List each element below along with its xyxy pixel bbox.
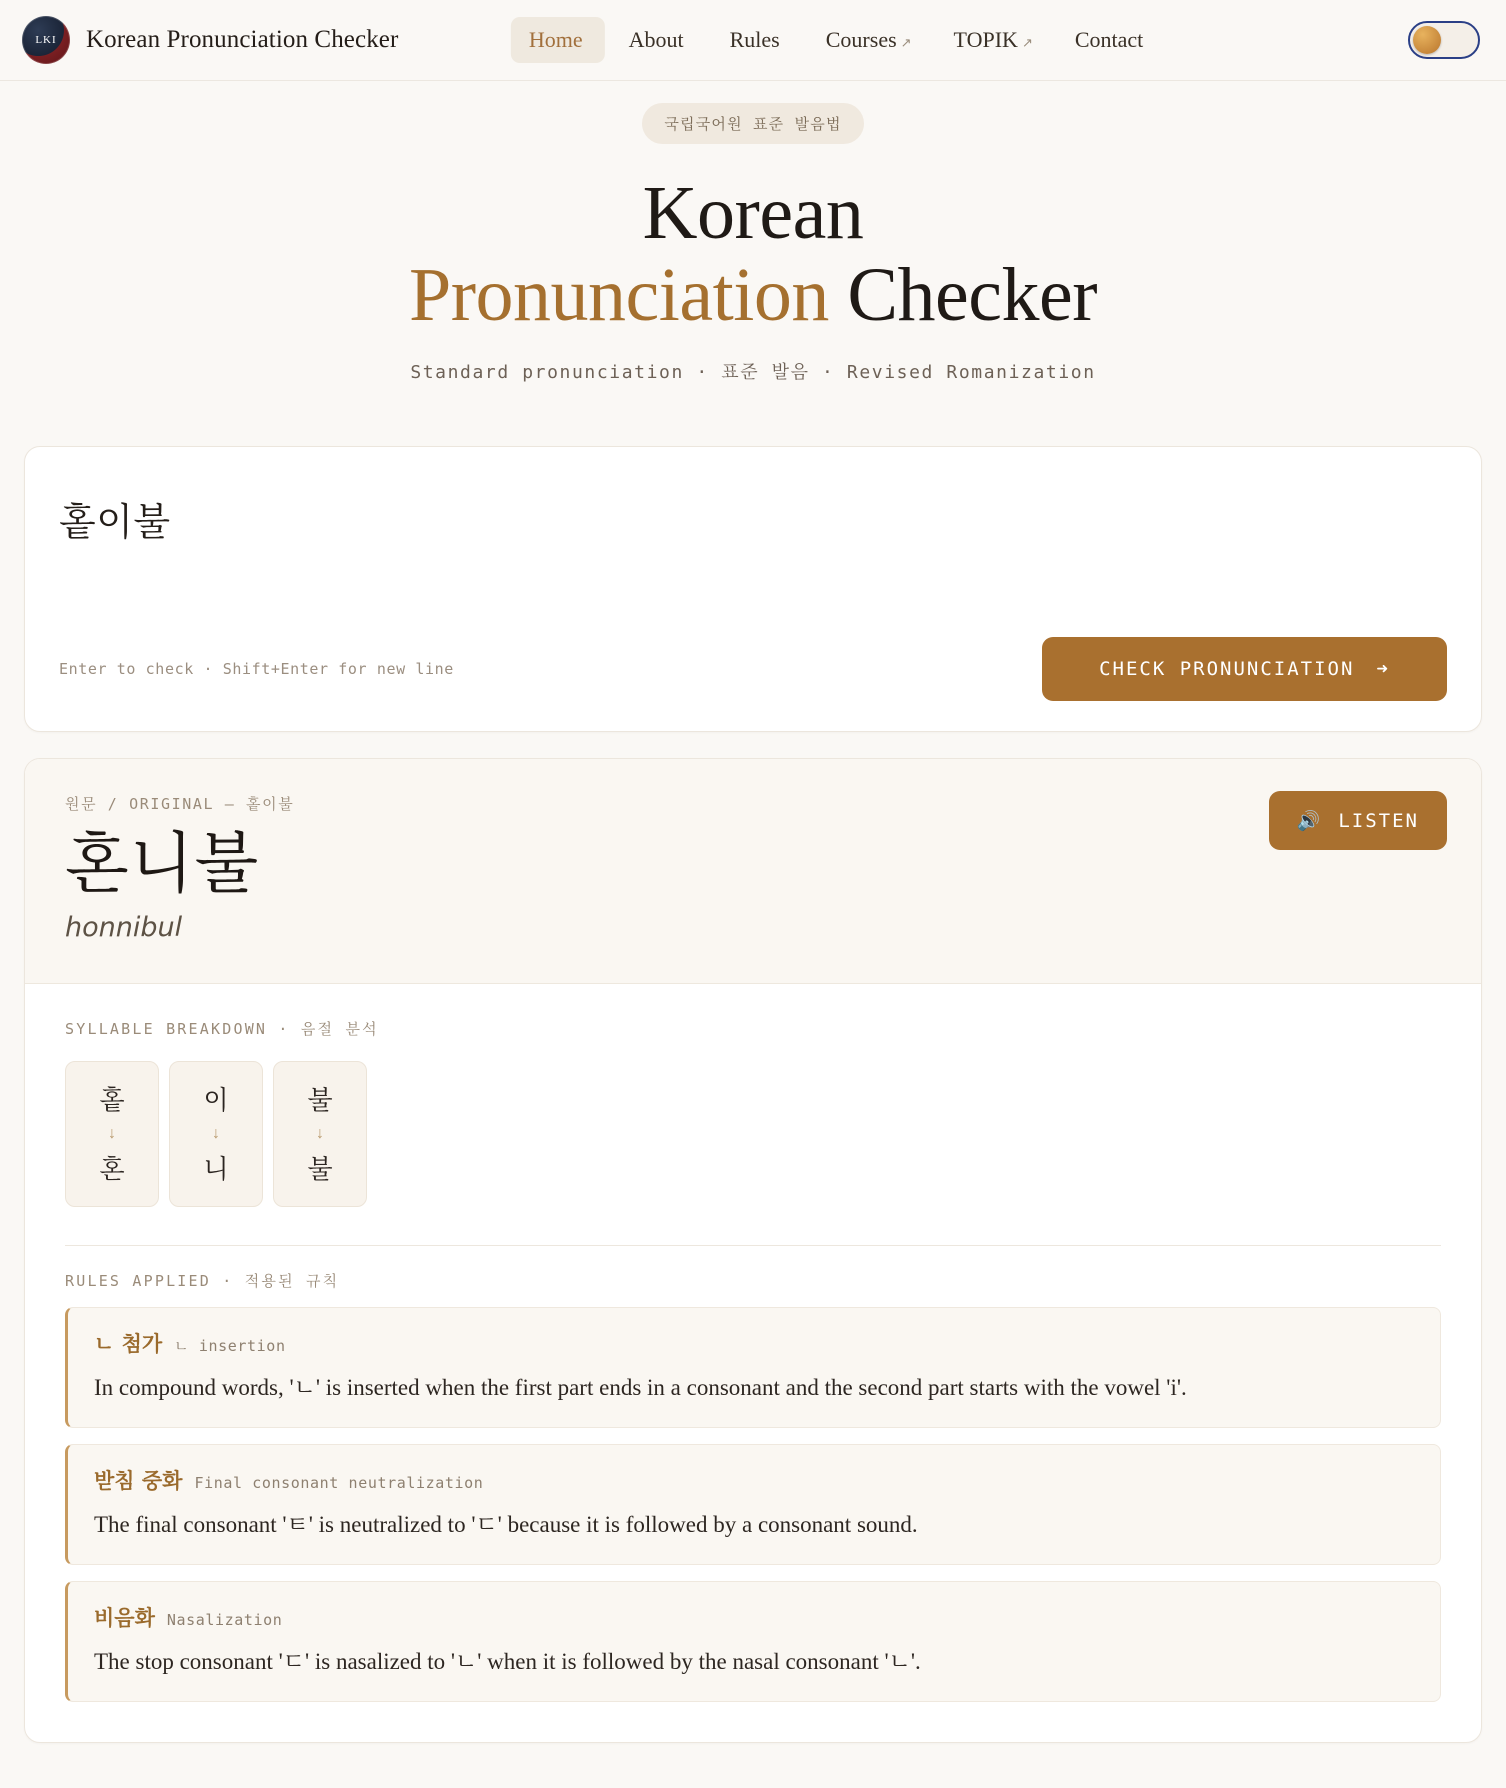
check-pronunciation-button[interactable] <box>1042 637 1447 701</box>
result-body <box>25 984 1481 1742</box>
romanization: honnibul <box>65 912 183 944</box>
rules-applied-label: RULES APPLIED · 적용된 규칙 <box>65 1272 340 1291</box>
rule-title <box>94 1328 1414 1358</box>
nav-item-about[interactable] <box>611 17 706 63</box>
brand[interactable] <box>22 16 398 64</box>
rule-description: The stop consonant 'ㄷ' is nasalized to 'ㄴ' when it is followed by the nasal consonant 'ㄴ'. <box>94 1649 921 1675</box>
listen-label: LISTEN <box>1338 809 1419 832</box>
arrow-right-icon: ➜ <box>1376 658 1390 681</box>
rule-title-english: Nasalization <box>166 1611 283 1630</box>
korean-text-input[interactable]: 홑이불 <box>59 502 171 545</box>
page-title-accent: Pronunciation <box>408 253 829 338</box>
hero-subtitle: Standard pronunciation · 표준 발음 · Revised Romanization <box>410 362 1096 384</box>
page-title-line1: Korean <box>642 171 864 255</box>
external-link-icon: ↗ <box>900 35 912 50</box>
nav-item-home[interactable] <box>511 17 605 63</box>
syllable-from: 홑 <box>99 1086 125 1116</box>
nav-item-topik[interactable] <box>936 17 1051 63</box>
rule-title-korean: ㄴ 첨가 <box>94 1332 163 1357</box>
rule-item <box>65 1444 1441 1565</box>
syllable-from: 불 <box>307 1086 333 1116</box>
nav-item-rules-label: Rules <box>729 27 780 52</box>
syllable-to: 니 <box>203 1155 229 1185</box>
result-header <box>25 759 1481 984</box>
site-logo-icon: LKI <box>22 16 70 64</box>
syllable-to: 혼 <box>99 1155 125 1185</box>
rule-title-english: ㄴ insertion <box>174 1337 286 1356</box>
rule-title-korean: 비음화 <box>94 1606 155 1631</box>
theme-toggle[interactable] <box>1408 21 1480 59</box>
syllable-item <box>65 1061 159 1207</box>
original-label: 원문 / ORIGINAL — 홑이불 <box>65 795 295 814</box>
section-divider <box>65 1245 1441 1246</box>
nav-item-courses[interactable] <box>808 17 930 63</box>
nav-item-home-label: Home <box>528 27 583 52</box>
rule-item <box>65 1581 1441 1702</box>
rule-title <box>94 1465 1414 1495</box>
arrow-down-icon: ↓ <box>212 1125 220 1143</box>
nav-item-contact-label: Contact <box>1074 27 1144 52</box>
check-pronunciation-label: CHECK PRONUNCIATION <box>1099 658 1355 681</box>
syllable-breakdown-label: SYLLABLE BREAKDOWN · 음절 분석 <box>65 1020 379 1039</box>
brand-title: Korean Pronunciation Checker <box>86 26 399 53</box>
rule-description: In compound words, 'ㄴ' is inserted when the first part ends in a consonant and the second part starts with the vowel 'i'. <box>94 1375 1187 1401</box>
nav-item-about-label: About <box>628 27 684 52</box>
rule-title-korean: 받침 중화 <box>94 1469 183 1494</box>
rules-section <box>65 1270 1441 1702</box>
input-card <box>24 446 1482 732</box>
syllable-item <box>169 1061 263 1207</box>
speaker-icon: 🔊 <box>1296 810 1323 833</box>
nav-item-topik-label: TOPIK <box>953 27 1018 52</box>
top-navigation-bar <box>0 0 1506 81</box>
rule-title <box>94 1602 1414 1632</box>
external-link-icon: ↗ <box>1021 35 1033 50</box>
syllable-to: 불 <box>307 1155 333 1185</box>
rule-item <box>65 1307 1441 1428</box>
syllable-list <box>65 1061 1441 1207</box>
content-wrap <box>0 446 1506 1743</box>
syllable-item <box>273 1061 367 1207</box>
rule-description: The final consonant 'ㅌ' is neutralized to 'ㄷ' because it is followed by a consonant sound. <box>94 1512 918 1538</box>
pronunciation-result: 혼니불 <box>65 828 260 902</box>
nav-item-courses-label: Courses <box>825 27 897 52</box>
page-title <box>0 172 1506 336</box>
page-title-tail: Checker <box>847 253 1098 338</box>
arrow-down-icon: ↓ <box>316 1125 324 1143</box>
standard-badge: 국립국어원 표준 발음법 <box>642 103 863 144</box>
listen-button[interactable] <box>1269 791 1447 850</box>
nav-item-rules[interactable] <box>712 17 802 63</box>
arrow-down-icon: ↓ <box>108 1125 116 1143</box>
hero-section <box>0 81 1506 384</box>
rule-title-english: Final consonant neutralization <box>194 1474 484 1493</box>
main-nav <box>511 17 1165 63</box>
syllable-from: 이 <box>203 1086 229 1116</box>
toggle-knob-icon <box>1413 26 1441 54</box>
input-footer <box>59 637 1447 701</box>
nav-item-contact[interactable] <box>1057 17 1165 63</box>
result-card <box>24 758 1482 1743</box>
input-hint: Enter to check · Shift+Enter for new line <box>59 660 454 679</box>
